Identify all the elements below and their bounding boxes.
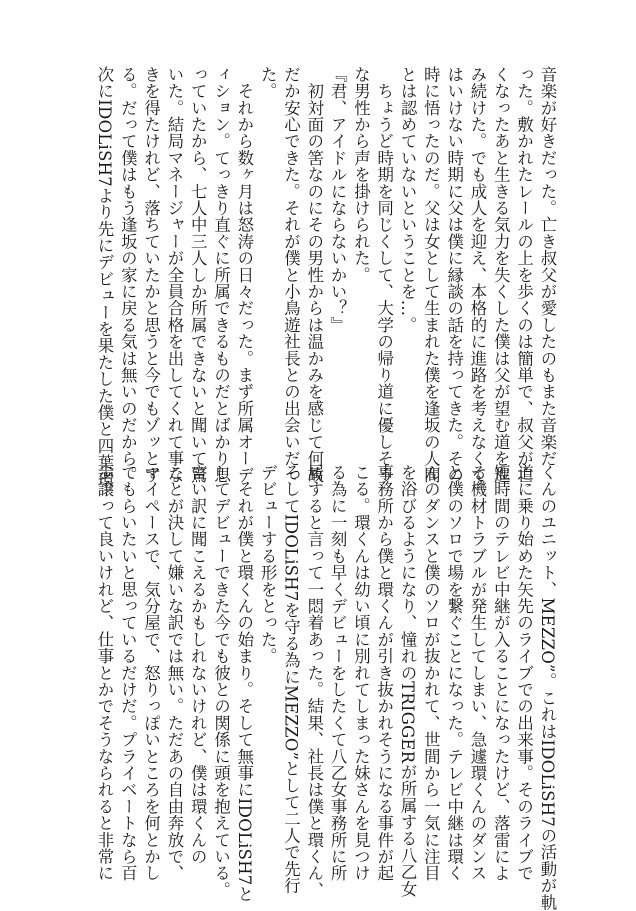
text-column: はいけない時期に父は僕に縁談の話を持ってきた。その (444, 66, 464, 484)
text-column: そしてIDOLiSH7を守る為にMEZZO”として二人で先行 (281, 464, 301, 894)
text-column: てもらいたいと思っているだけだ。プライベートなら百 (118, 464, 138, 882)
text-column: 属すると言って一悶着あった。結果、社長は僕と環くん、 (304, 464, 324, 899)
text-column: っていたから、七人中三人しか所属できないと聞いて驚 (188, 66, 208, 484)
upper-text-block (95, 66, 557, 488)
text-column: る機材トラブルが発生してしまい、急遽環くんのダンス (468, 464, 487, 882)
text-column: な男性から声を掛けられた。 (351, 66, 371, 284)
text-column: デビューする形をとった。 (258, 464, 278, 665)
text-column: 時に悟ったのだ。父は女として生まれた僕を逢坂の人間 (421, 66, 441, 484)
lower-text-block (95, 464, 557, 911)
text-column: る為に一刻も早くデビューをしたくて八乙女事務所に所 (328, 464, 348, 882)
text-column: それから数ヶ月は怒涛の日々だった。まず所属オーデ (234, 66, 254, 484)
text-column: くなったあと生きる気力を失くした僕は父が望む道を進 (491, 66, 511, 484)
text-column: る。だって僕はもう逢坂の家に戻る気は無いのだから。 (118, 66, 138, 484)
text-column: 道に乗り始めた矢先のライブでの出来事。そのライブで (514, 464, 534, 882)
text-column: 言い訳に聞こえるかもしれないけれど、僕は環くんの (188, 464, 208, 865)
text-column: ィション。てっきり直ぐに所属できるものだとばかり思 (211, 66, 231, 484)
text-column: それが僕と環くんの始まり。そして無事にIDOLiSH7と (234, 464, 254, 903)
text-column: ことが決して嫌いな訳では無い。ただあの自由奔放で、 (164, 464, 184, 882)
text-column: 音楽が好きだった。亡き叔父が愛したのもまた音楽だ (537, 66, 557, 467)
text-column: んのダンスと僕のソロが抜かれて、世間から一気に注目 (421, 464, 441, 882)
text-column: してデビューできた今でも彼との関係に頭を抱えている。 (211, 464, 231, 899)
text-column: くんのユニット、MEZZO”。これはIDOLiSH7の活動が軌 (537, 464, 557, 911)
text-column: マイペースで、気分屋で、怒りっぽいところを何とかし (141, 464, 161, 882)
text-column: を浴びるようになり、憧れのTRIGGERが所属する八乙女 (398, 464, 418, 898)
text-column: きを得たけれど、落ちていたかと思うと今でもゾッとす (141, 66, 161, 484)
text-column: とは認めていないということを…。 (398, 66, 418, 334)
text-column: 歩譲って良いけれど、仕事とかでそうなられると非常に (95, 464, 114, 882)
text-column: ちょうど時期を同じくして、大学の帰り道に優しそう (374, 66, 394, 484)
text-column: だか安心できた。それが僕と小鳥遊社長との出会いだっ (281, 66, 301, 484)
text-column: 『君、アイドルにならないかい？』 (328, 66, 348, 334)
text-column: 初対面の筈なのにその男性からは温かみを感じて何故 (304, 66, 324, 484)
text-column: った。敷かれたレールの上を歩くのは簡単で、叔父が亡 (514, 66, 534, 484)
text-column: た。 (258, 66, 278, 100)
text-column: と僕のソロで場を繋ぐことになった。テレビ中継は環く (444, 464, 464, 882)
text-column: いた。結局マネージャーが全員合格を出してくれて事な (164, 66, 184, 484)
text-column: み続けた。でも成人を迎え、本格的に進路を考えなくて (468, 66, 487, 484)
text-column: 次にIDOLiSH7より先にデビューを果たした僕と四葉環 (95, 66, 114, 488)
text-column: 短時間のテレビ中継が入ることになったけど、落雷によ (491, 464, 511, 882)
text-column: 事務所から僕と環くんが引き抜かれそうになる事件が起 (374, 464, 394, 882)
text-column: こる。環くんは幼い頃に別れてしまった妹さんを見つけ (351, 464, 371, 882)
